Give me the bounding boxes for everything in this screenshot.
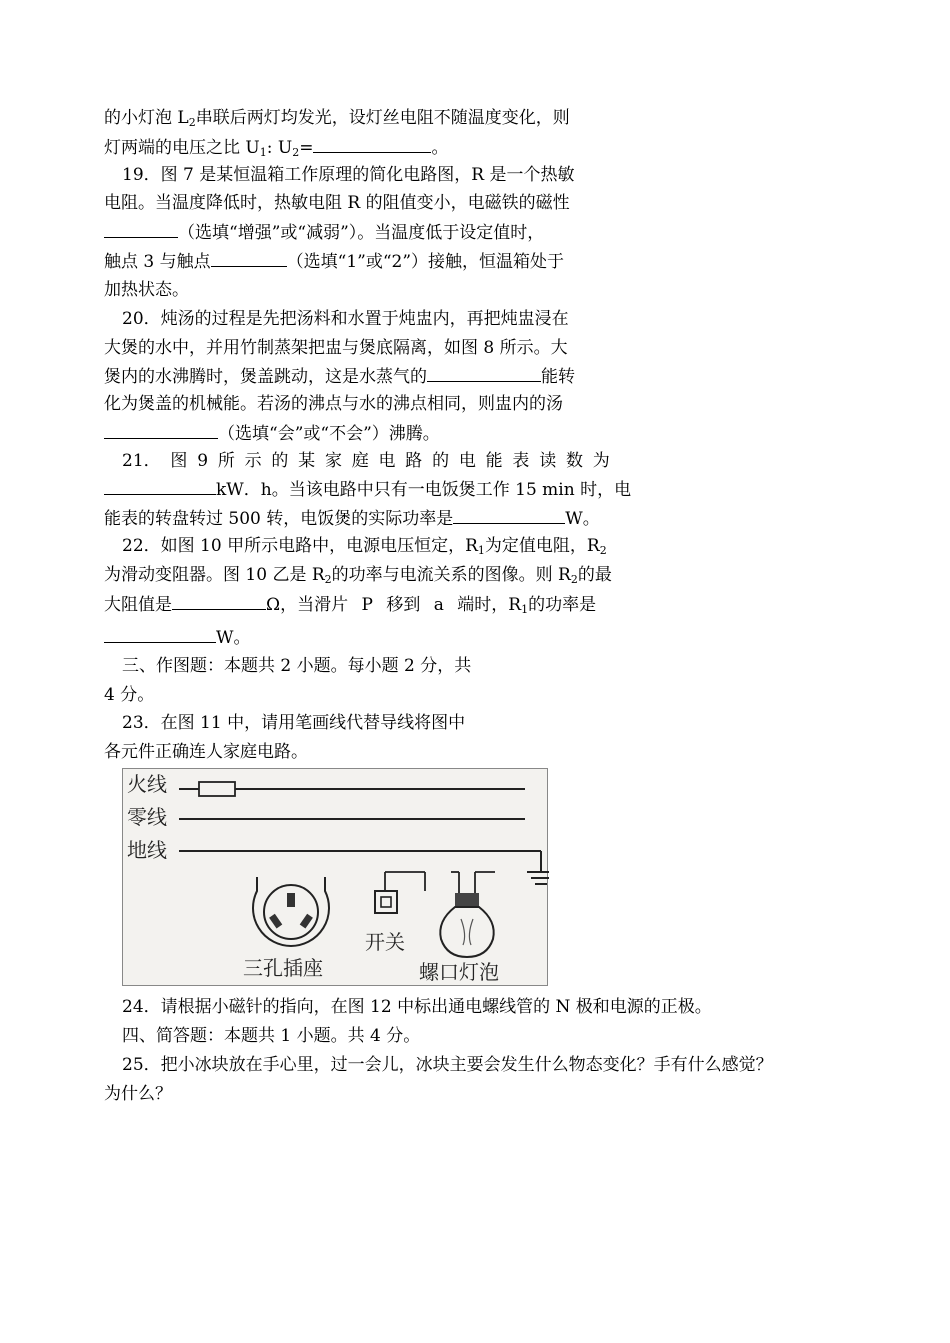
answer-blank[interactable] (453, 506, 565, 524)
ground-wire-label: 地线 (127, 838, 167, 862)
q22-line-1 (122, 534, 607, 558)
figure-11-circuit (122, 768, 548, 986)
subscript: 2 (570, 573, 578, 586)
q21-word: 家 (324, 451, 342, 471)
section-3-heading: 三、作图题：本题共 2 小题。每小题 2 分，共 (122, 656, 472, 676)
subscript: 1 (259, 146, 267, 159)
q21-word: 数 (565, 451, 583, 471)
q23-line-1: 23．在图 11 中，请用笔画线代替导线将图中 (122, 713, 466, 733)
q21-text: kW．h。当该电路中只有一电饭煲工作 15 min 时，电 (216, 480, 632, 500)
subscript: 1 (477, 544, 485, 557)
q21-word: 所 (217, 451, 235, 471)
answer-blank[interactable] (104, 477, 216, 495)
q19-line-4 (104, 249, 564, 273)
q21-word: 庭 (351, 451, 369, 471)
section-3-heading-cont: 4 分。 (104, 685, 155, 705)
fuse-icon (199, 782, 235, 796)
q18-text: 的小灯泡 L (104, 108, 189, 128)
subscript: 2 (188, 116, 196, 129)
ground-symbol-icon (527, 872, 549, 884)
q20-text: 能转 (541, 367, 575, 387)
live-wire-label: 火线 (127, 772, 167, 796)
q24-line-1: 24．请根据小磁针的指向，在图 12 中标出通电螺线管的 N 极和电源的正极。 (122, 997, 712, 1017)
q22-text: 的最 (577, 565, 612, 585)
q18-line-1 (104, 106, 570, 130)
q21-word: 电 (378, 451, 396, 471)
screw-bulb-icon (440, 872, 495, 957)
q21-text: W。 (565, 509, 600, 529)
answer-blank[interactable] (104, 220, 178, 238)
answer-blank[interactable] (313, 135, 431, 153)
q18-text: 灯两端的电压之比 U (104, 138, 260, 158)
answer-blank[interactable] (172, 592, 266, 610)
q21-word: 的 (271, 451, 289, 471)
answer-blank[interactable] (211, 249, 287, 267)
q18-line-2 (104, 135, 448, 159)
three-pin-socket-icon (253, 877, 329, 946)
q18-text: = (299, 138, 314, 158)
neutral-wire-label: 零线 (127, 805, 167, 829)
q21-word: 读 (539, 451, 557, 471)
q20-line-4: 化为煲盖的机械能。若汤的沸点与水的沸点相同，则盅内的汤 (104, 394, 563, 414)
q21-word: 9 (197, 451, 209, 471)
q22-text: W。 (216, 628, 251, 648)
q20-line-3 (104, 364, 575, 388)
q21-word: 为 (592, 451, 610, 471)
q19-line-2: 电阻。当温度降低时，热敏电阻 R 的阻值变小，电磁铁的磁性 (104, 193, 570, 213)
subscript: 1 (521, 603, 529, 616)
q25-line-2: 为什么？ (104, 1084, 172, 1104)
q18-text: 串联后两灯均发光，设灯丝电阻不随温度变化，则 (195, 108, 570, 128)
subscript: 2 (292, 146, 300, 159)
switch-icon (375, 872, 425, 913)
q19-text: （选填“1”或“2”）接触，恒温箱处于 (286, 252, 565, 272)
q22-text: 的功率是 (528, 595, 597, 615)
subscript: 2 (324, 573, 332, 586)
q21-text: 能表的转盘转过 500 转，电饭煲的实际功率是 (104, 509, 454, 529)
q20-line-5 (104, 421, 440, 445)
q20-line-1: 20．炖汤的过程是先把汤料和水置于炖盅内，再把炖盅浸在 (122, 309, 569, 329)
q22-text: 为滑动变阻器。图 10 乙是 R (104, 565, 325, 585)
q20-line-2: 大煲的水中，并用竹制蒸架把盅与煲底隔离，如图 8 所示。大 (104, 338, 568, 358)
q21-word: 路 (405, 451, 423, 471)
q18-text: 。 (431, 138, 449, 158)
q22-text: 的功率与电流关系的图像。则 R (331, 565, 571, 585)
q19-line-1: 19．图 7 是某恒温箱工作原理的简化电路图，R 是一个热敏 (122, 165, 575, 185)
q21-word: 21． (122, 451, 161, 471)
q22-line-4 (104, 625, 250, 649)
q21-word: 示 (244, 451, 262, 471)
q25-line-1: 25．把小冰块放在手心里，过一会儿，冰块主要会发生什么物态变化？手有什么感觉？ (122, 1055, 773, 1075)
switch-label: 开关 (365, 930, 405, 954)
q21-word: 电 (458, 451, 476, 471)
q21-line-1 (122, 449, 610, 473)
answer-blank[interactable] (427, 364, 541, 382)
q19-text: （选填“增强”或“减弱”）。当温度低于设定值时， (178, 223, 545, 243)
q21-word: 图 (170, 451, 188, 471)
q19-line-3 (104, 220, 544, 244)
q22-text: 大阻值是 (104, 595, 172, 615)
q21-word: 能 (485, 451, 503, 471)
q18-text: : U (266, 138, 293, 158)
q23-line-2: 各元件正确连人家庭电路。 (104, 742, 308, 762)
q19-line-5: 加热状态。 (104, 280, 189, 300)
section-4-heading: 四、简答题：本题共 1 小题。共 4 分。 (122, 1026, 421, 1046)
q19-text: 触点 3 与触点 (104, 252, 211, 272)
q22-line-3 (104, 592, 596, 616)
q20-text: （选填“会”或“不会”）沸腾。 (218, 424, 440, 444)
q21-word: 某 (298, 451, 316, 471)
circuit-drawing (123, 769, 549, 987)
socket-label: 三孔插座 (243, 956, 323, 980)
q21-line-3 (104, 506, 600, 530)
q22-text: Ω，当滑片 P 移到 a 端时，R (266, 595, 522, 615)
bulb-label: 螺口灯泡 (419, 960, 499, 984)
q21-word: 的 (432, 451, 450, 471)
q22-text: 22．如图 10 甲所示电路中，电源电压恒定，R (122, 536, 478, 556)
answer-blank[interactable] (104, 421, 218, 439)
subscript: 2 (599, 544, 607, 557)
q22-text: 为定值电阻，R (484, 536, 600, 556)
q20-text: 煲内的水沸腾时，煲盖跳动，这是水蒸气的 (104, 367, 427, 387)
q22-line-2 (104, 563, 612, 587)
q21-line-2 (104, 477, 631, 501)
q21-word: 表 (512, 451, 530, 471)
answer-blank[interactable] (104, 625, 216, 643)
